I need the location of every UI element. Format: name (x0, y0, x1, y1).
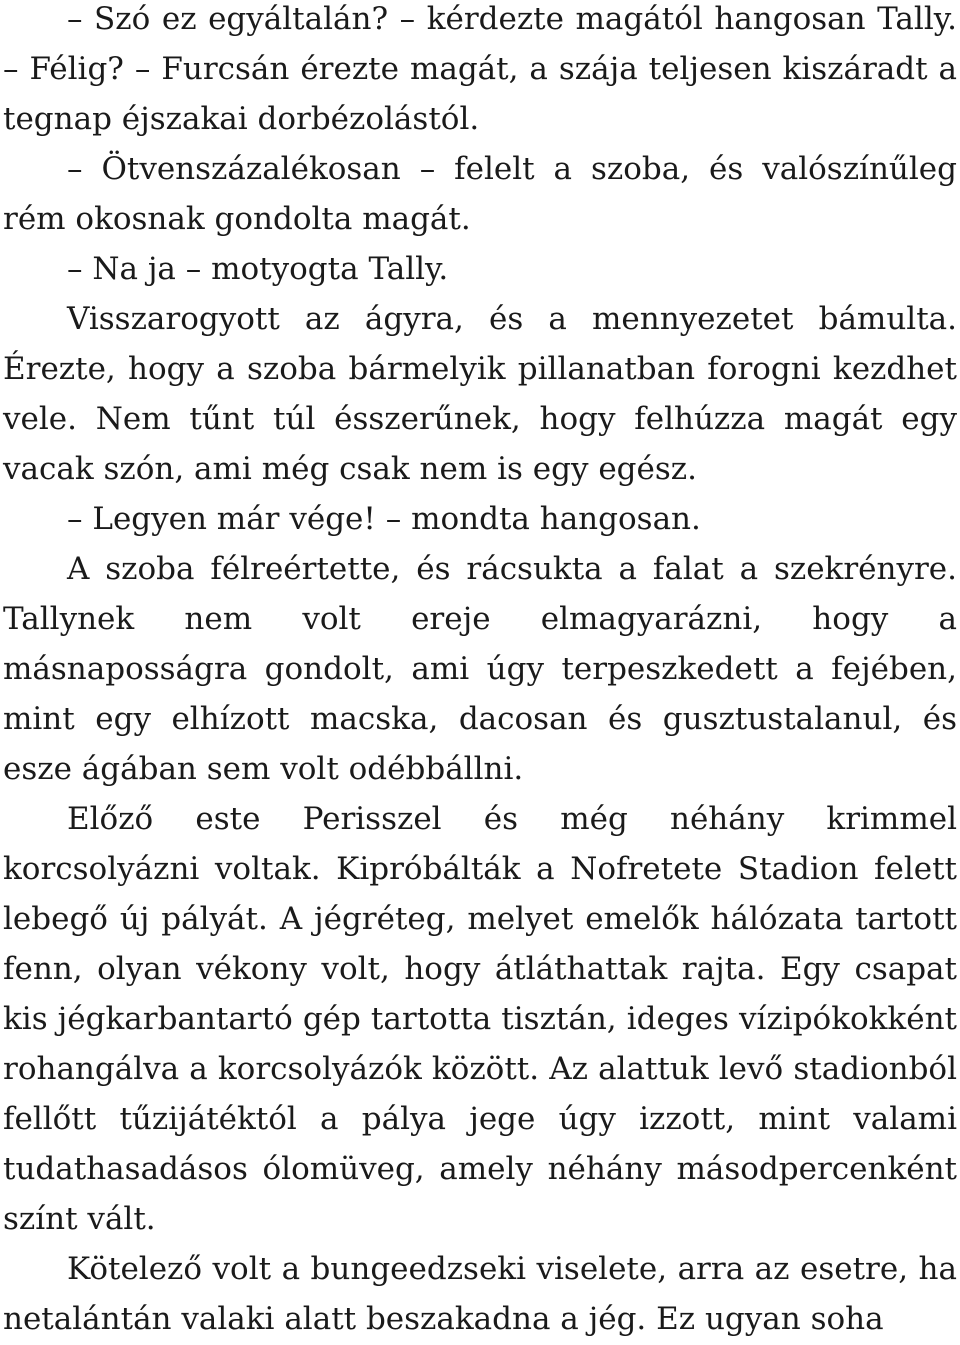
paragraph-narrative-4: Kötelező volt a bungeedzseki viselete, arra az esetre, ha netalántán valaki alatt beszakadna a jég. Ez ugyan soha (3, 1251, 957, 1337)
paragraph-dialogue-2: – Ötvenszázalékosan – felelt a szoba, és valószínűleg rém okosnak gondolta magát. (3, 151, 957, 237)
paragraph-dialogue-3: – Na ja – motyogta Tally. (67, 251, 449, 287)
paragraph-dialogue-1: – Szó ez egyáltalán? – kérdezte magától hangosan Tally. – Félig? – Furcsán érezte magát, a szája teljesen kiszáradt a tegnap éjszakai dorbézolástól. (3, 1, 957, 137)
paragraph-dialogue-4: – Legyen már vége! – mondta hangosan. (67, 501, 701, 537)
paragraph-narrative-3: Előző este Perisszel és még néhány krimmel korcsolyázni voltak. Kipróbálták a Nofretete Stadion felett lebegő új pályát. A jégréteg, melyet emelők hálózata tartott fenn, olyan vékony volt, hogy átláthattak rajta. Egy csapat kis jégkarbantartó gép tartotta tisztán, ideges vízipókokként rohangálva a korcsolyázók között. Az alattuk levő stadionból fellőtt tűzijátéktól a pálya jege úgy izzott, mint valami tudathasadásos ólomüveg, amely néhány másodpercenként színt vált. (3, 801, 957, 1237)
paragraph-narrative-1: Visszarogyott az ágyra, és a mennyezetet bámulta. Érezte, hogy a szoba bármelyik pillanatban forogni kezdhet vele. Nem tűnt túl ésszerűnek, hogy felhúzza magát egy vacak szón, ami még csak nem is egy egész. (3, 301, 957, 487)
paragraph-narrative-2: A szoba félreértette, és rácsukta a falat a szekrényre. Tallynek nem volt ereje elmagyarázni, hogy a másnaposságra gondolt, ami úgy terpeszkedett a fejében, mint egy elhízott macska, dacosan és gusztustalanul, és esze ágában sem volt odébbállni. (3, 551, 957, 787)
